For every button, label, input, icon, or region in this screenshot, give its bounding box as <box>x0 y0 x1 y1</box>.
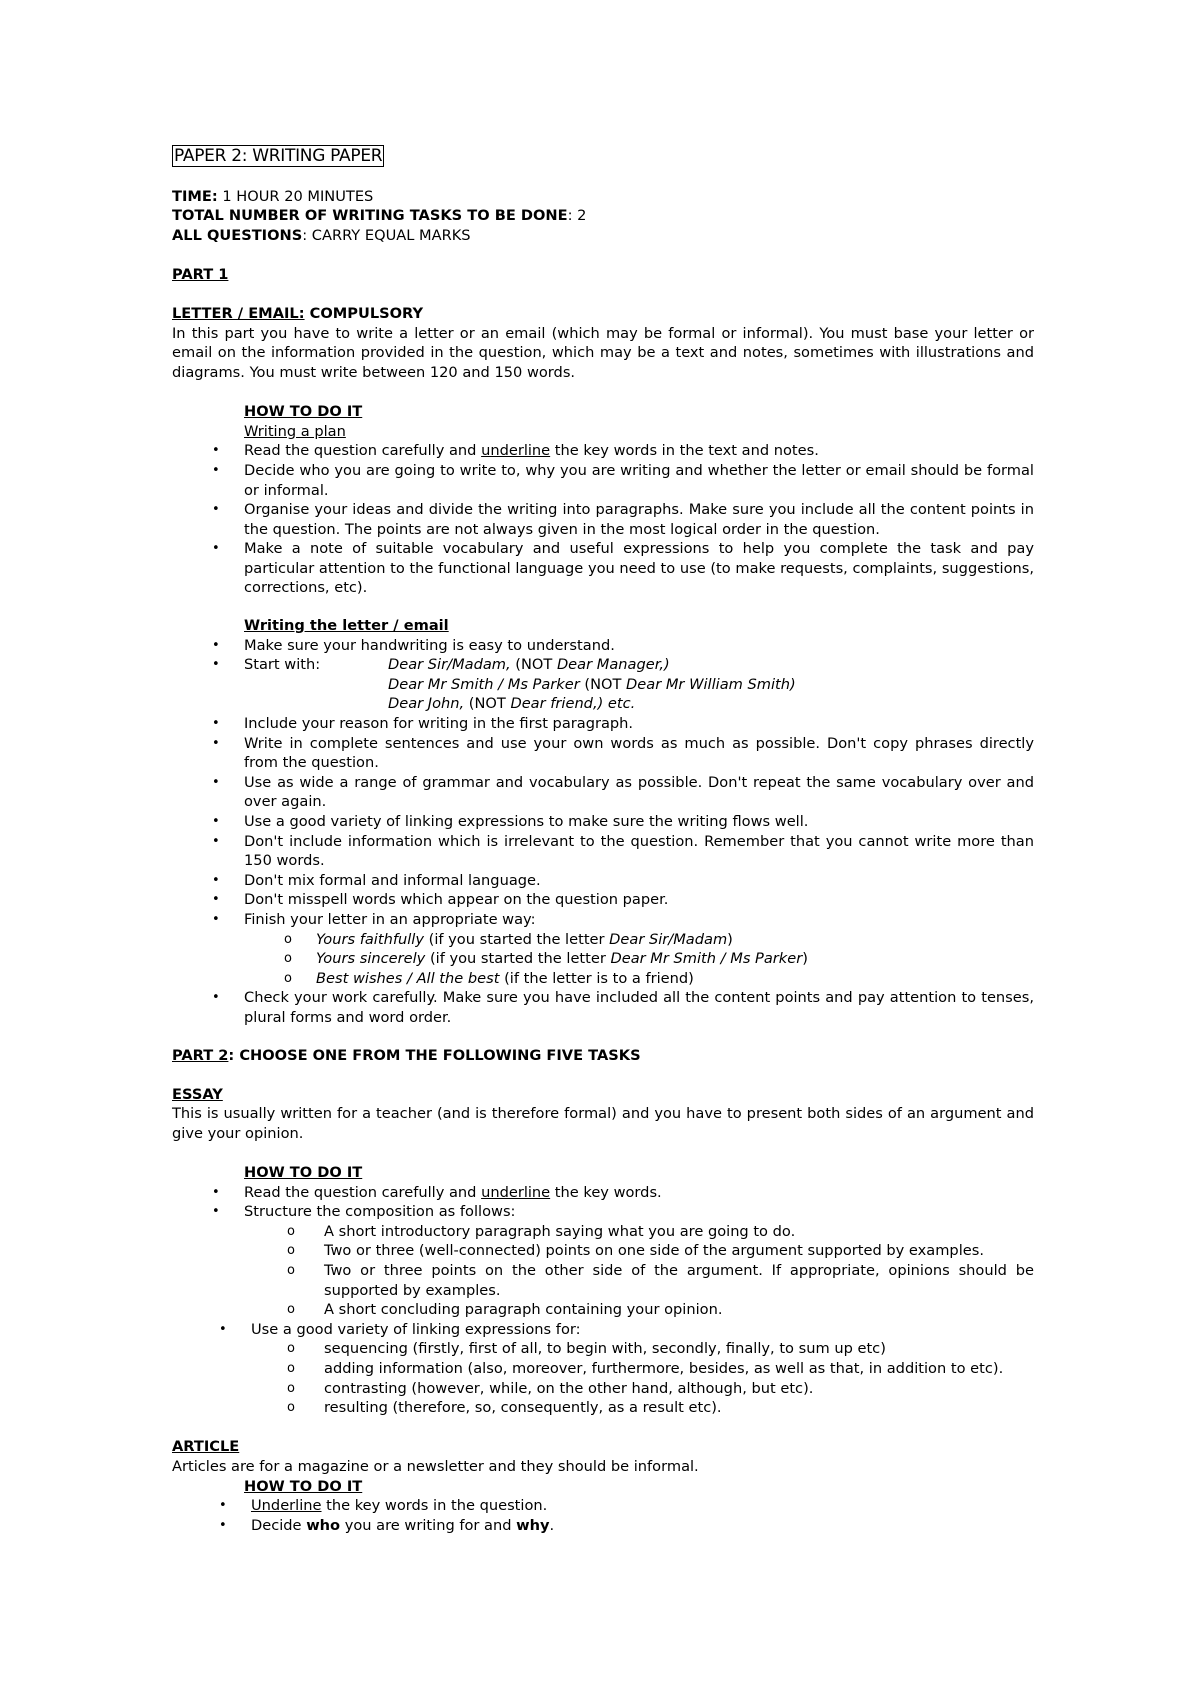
list-item: • Read the question carefully and underline the key words. <box>172 1183 1034 1203</box>
list-item: • Include your reason for writing in the first paragraph. <box>172 714 1034 734</box>
sub-item: o Yours sincerely (if you started the letter Dear Mr Smith / Ms Parker) <box>172 949 1034 969</box>
essay-list <box>172 1183 1034 1320</box>
all-questions-value: : CARRY EQUAL MARKS <box>302 226 471 244</box>
start-with-item <box>172 655 1034 675</box>
list-item: • Read the question carefully and underline the key words in the text and notes. <box>172 441 1034 461</box>
letter-heading: LETTER / EMAIL: COMPULSORY <box>172 305 424 323</box>
sub-item: o resulting (therefore, so, consequently, as a result etc). <box>172 1398 1034 1418</box>
sub-item: o A short introductory paragraph saying what you are going to do. <box>172 1222 1034 1242</box>
list-item: • Don't include information which is irrelevant to the question. Remember that you cannot write more than 150 words. <box>172 832 1034 871</box>
linking-list <box>172 1320 1034 1418</box>
linking-sub-list <box>172 1339 1034 1417</box>
article-heading: ARTICLE <box>172 1438 240 1456</box>
list-item: • Make a note of suitable vocabulary and useful expressions to help you complete the task and pay particular attention to the functional language you need to use (to make requests, complaints, suggestions, corrections, etc). <box>172 539 1034 598</box>
list-item: • Write in complete sentences and use your own words as much as possible. Don't copy phrases directly from the question. <box>172 734 1034 773</box>
closing-list <box>172 930 1034 989</box>
letter-intro: In this part you have to write a letter or an email (which may be formal or informal). You must base your letter or email on the information provided in the question, which may be a text and notes, sometimes with illustrations and diagrams. You must write between 120 and 150 words. <box>172 324 1034 381</box>
sub-item: o Two or three points on the other side of the argument. If appropriate, opinions should be supported by examples. <box>172 1261 1034 1300</box>
sub-item: o A short concluding paragraph containing your opinion. <box>172 1300 1034 1320</box>
writing-heading: Writing the letter / email <box>244 617 449 635</box>
plan-heading: Writing a plan <box>244 422 346 440</box>
list-item: • Make sure your handwriting is easy to understand. <box>172 636 1034 656</box>
list-item: • Underline the key words in the question. <box>172 1496 1034 1516</box>
article-list <box>172 1496 1034 1535</box>
sub-item: o sequencing (firstly, first of all, to begin with, secondly, finally, to sum up etc) <box>172 1339 1034 1359</box>
time-value: 1 HOUR 20 MINUTES <box>217 187 374 205</box>
writing-list-continued <box>172 714 1034 1028</box>
list-item: • Finish your letter in an appropriate way: o Yours faithfully (if you started the letter Dear Sir/Madam) o Yours sincerely (if you started the letter Dear Mr Smith / Ms Parker) o Best wishes / All the best (if the letter is to a friend) <box>172 910 1034 988</box>
list-item: • Structure the composition as follows: o A short introductory paragraph saying what you are going to do. o Two or three (well-connected) points on one side of the argument supported by examples. o Two or three points on the other side of the argument. If appropriate, opinions should be supported by examples. o A short concluding paragraph containing your opinion. <box>172 1202 1034 1320</box>
structure-list <box>172 1222 1034 1320</box>
sub-item: o Two or three (well-connected) points on one side of the argument supported by examples. <box>172 1241 1034 1261</box>
total-tasks-value: : 2 <box>567 207 587 225</box>
greeting-option: Dear Mr Smith / Ms Parker (NOT Dear Mr William Smith) <box>388 675 796 693</box>
article-how-to-heading: HOW TO DO IT <box>244 1477 363 1495</box>
list-item: • Use a good variety of linking expressions for: o sequencing (firstly, first of all, to begin with, secondly, finally, to sum up etc) o adding information (also, moreover, furthermore, besides, as well as that, in addition to etc). o contrasting (however, while, on the other hand, although, but etc). o resulting (therefore, so, consequently, as a result etc). <box>172 1320 1034 1418</box>
sub-item: o adding information (also, moreover, furthermore, besides, as well as that, in addition to etc). <box>172 1359 1034 1379</box>
article-intro: Articles are for a magazine or a newsletter and they should be informal. <box>172 1458 699 1475</box>
sub-item: o Best wishes / All the best (if the letter is to a friend) <box>172 969 1034 989</box>
total-tasks-line <box>172 206 1034 226</box>
essay-intro: This is usually written for a teacher (and is therefore formal) and you have to present both sides of an argument and give your opinion. <box>172 1105 1034 1142</box>
part1-heading: PART 1 <box>172 265 229 283</box>
start-with-label: • Start with: <box>244 656 321 674</box>
list-item: • Use as wide a range of grammar and vocabulary as possible. Don't repeat the same vocabulary over and over again. <box>172 773 1034 812</box>
greeting-option: Dear John, (NOT Dear friend,) etc. <box>388 695 636 713</box>
all-questions-line <box>172 226 1034 246</box>
list-item: • Decide who you are writing for and why. <box>172 1516 1034 1536</box>
list-item: • Decide who you are going to write to, why you are writing and whether the letter or email should be formal or informal. <box>172 461 1034 500</box>
essay-heading: ESSAY <box>172 1085 223 1103</box>
time-line <box>172 187 1034 207</box>
page-title: PAPER 2: WRITING PAPER <box>174 146 383 166</box>
list-item: • Don't mix formal and informal language. <box>172 871 1034 891</box>
list-item: • Organise your ideas and divide the writing into paragraphs. Make sure you include all the content points in the question. The points are not always given in the most logical order in the question. <box>172 500 1034 539</box>
list-item: • Use a good variety of linking expressions to make sure the writing flows well. <box>172 812 1034 832</box>
part2-heading: PART 2: CHOOSE ONE FROM THE FOLLOWING FIVE TASKS <box>172 1046 641 1064</box>
list-item: • Check your work carefully. Make sure you have included all the content points and pay attention to tenses, plural forms and word order. <box>172 988 1034 1027</box>
plan-list <box>172 441 1034 598</box>
total-tasks-label: TOTAL NUMBER OF WRITING TASKS TO BE DONE <box>172 207 568 225</box>
sub-item: o Yours faithfully (if you started the letter Dear Sir/Madam) <box>172 930 1034 950</box>
time-label: TIME: <box>172 187 218 205</box>
sub-item: o contrasting (however, while, on the other hand, although, but etc). <box>172 1379 1034 1399</box>
list-item: • Don't misspell words which appear on the question paper. <box>172 890 1034 910</box>
all-questions-label: ALL QUESTIONS <box>172 226 303 244</box>
greeting-option: Dear Sir/Madam, (NOT Dear Manager,) <box>388 656 670 674</box>
how-to-heading: HOW TO DO IT <box>244 403 363 421</box>
writing-list <box>172 636 1034 675</box>
document-body <box>172 145 1034 1535</box>
essay-how-to-heading: HOW TO DO IT <box>244 1164 363 1182</box>
